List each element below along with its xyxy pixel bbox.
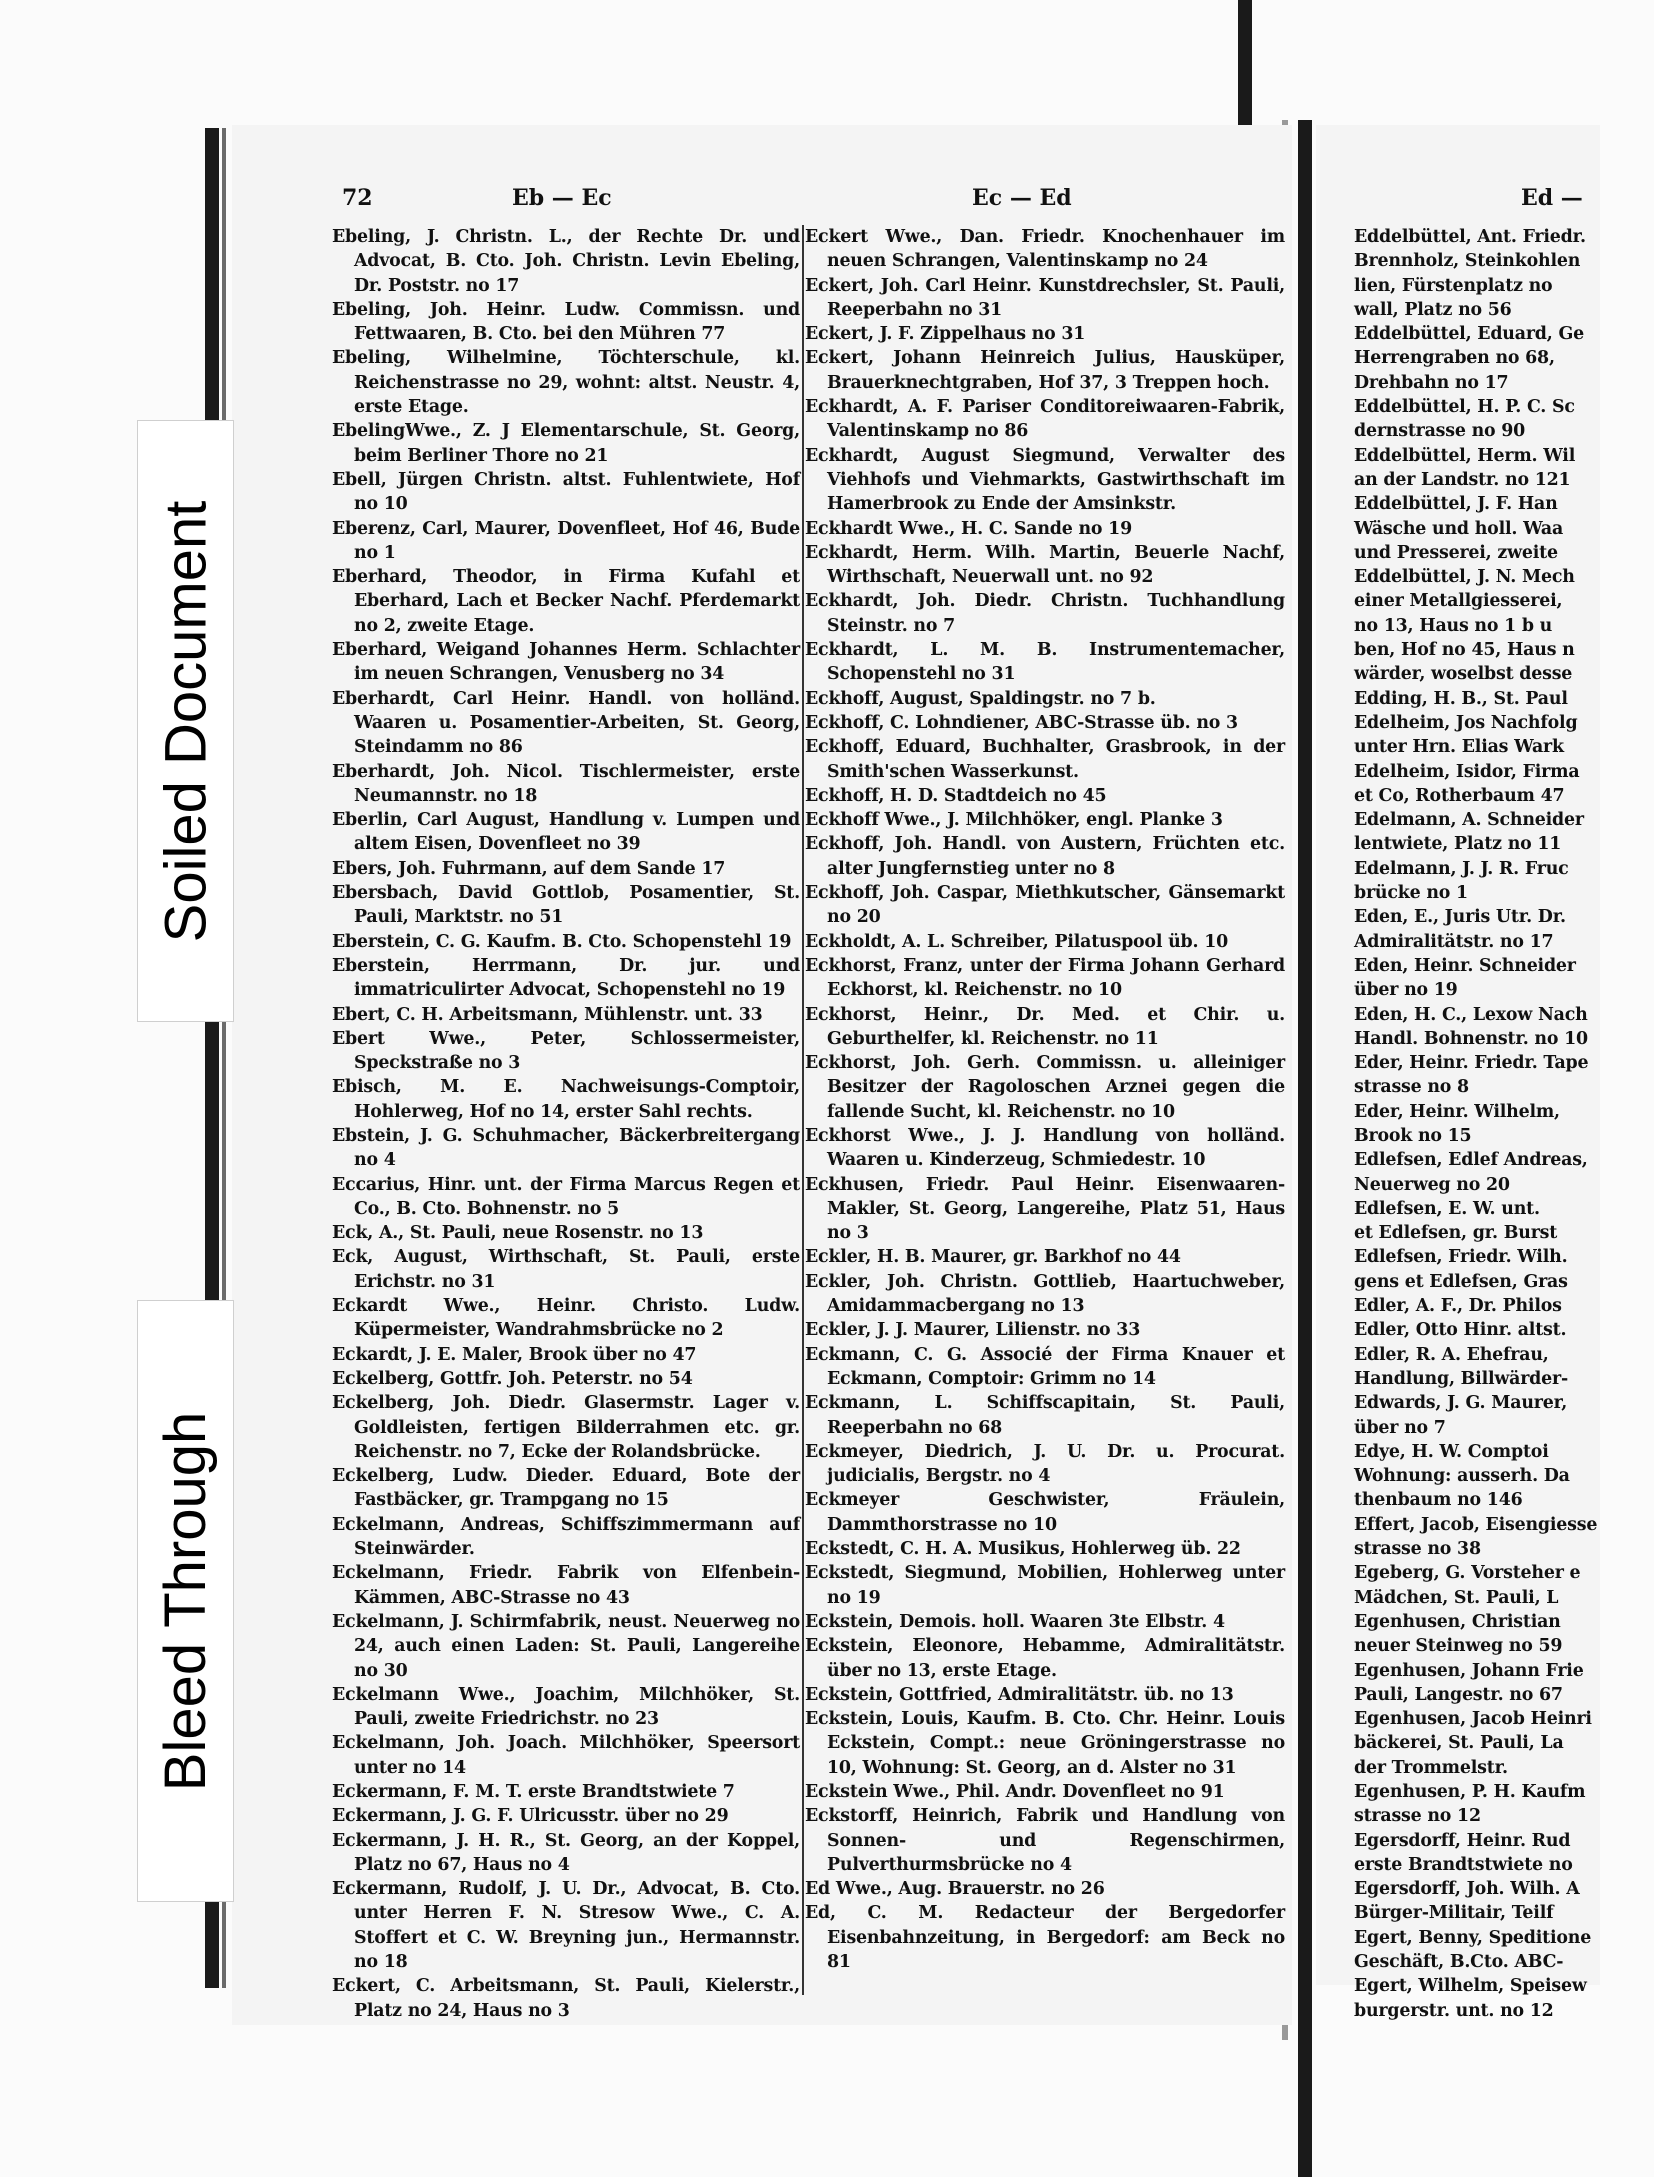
directory-column-right bbox=[805, 225, 1285, 1974]
directory-entry: Eckelmann, Andreas, Schiffszimmermann auf Steinwärder. bbox=[332, 1514, 800, 1560]
directory-entry: und Presserei, zweite bbox=[1354, 542, 1558, 563]
directory-entry: Eckhorst, Joh. Gerh. Commissn. u. alleiniger Besitzer der Ragoloschen Arznei gegen die fallende Sucht, kl. Reichenstr. no 10 bbox=[805, 1053, 1285, 1122]
directory-entry: EbelingWwe., Z. J Elementarschule, St. Georg, beim Berliner Thore no 21 bbox=[332, 421, 800, 466]
directory-entry: wall, Platz no 56 bbox=[1354, 299, 1512, 320]
directory-entry: neuer Steinweg no 59 bbox=[1354, 1636, 1563, 1657]
directory-entry: Egersdorff, Heinr. Rud bbox=[1354, 1830, 1571, 1851]
directory-entry: Edding, H. B., St. Paul bbox=[1354, 688, 1568, 709]
directory-entry: Edelheim, Isidor, Firma bbox=[1354, 761, 1580, 782]
directory-entry: Egert, Wilhelm, Speisew bbox=[1354, 1976, 1587, 1997]
directory-entry: Edye, H. W. Comptoi bbox=[1354, 1441, 1549, 1462]
directory-entry: über no 7 bbox=[1354, 1417, 1446, 1438]
directory-entry: Eckhardt, A. F. Pariser Conditoreiwaaren-Fabrik, Valentinskamp no 86 bbox=[805, 397, 1285, 442]
directory-entry: Eckholdt, A. L. Schreiber, Pilatuspool üb. 10 bbox=[805, 931, 1228, 952]
directory-entry: Eckardt Wwe., Heinr. Christo. Ludw. Küpermeister, Wandrahmsbrücke no 2 bbox=[332, 1296, 800, 1341]
directory-entry: Eckermann, J. H. R., St. Georg, an der Koppel, Platz no 67, Haus no 4 bbox=[332, 1830, 800, 1875]
directory-entry: Egert, Benny, Speditione bbox=[1354, 1927, 1592, 1948]
directory-entry: Eckhorst, Heinr., Dr. Med. et Chir. u. Geburthelfer, kl. Reichenstr. no 11 bbox=[805, 1004, 1285, 1049]
directory-entry: Eckert Wwe., Dan. Friedr. Knochenhauer im neuen Schrangen, Valentinskamp no 24 bbox=[805, 227, 1285, 272]
directory-entry: Eckelmann, J. Schirmfabrik, neust. Neuerweg no 24, auch einen Laden: St. Pauli, Langereihe no 30 bbox=[332, 1611, 800, 1681]
directory-entry: Ebell, Jürgen Christn. altst. Fuhlentwiete, Hof no 10 bbox=[332, 469, 800, 515]
directory-entry: Eckstein Wwe., Phil. Andr. Dovenfleet no 91 bbox=[805, 1782, 1225, 1802]
directory-entry: Effert, Jacob, Eisengiesse bbox=[1354, 1514, 1598, 1535]
directory-entry: Pauli, Langestr. no 67 bbox=[1354, 1684, 1563, 1705]
directory-entry: über no 19 bbox=[1354, 980, 1458, 1001]
directory-entry: Eckhardt, L. M. B. Instrumentemacher, Schopenstehl no 31 bbox=[805, 640, 1285, 685]
directory-entry: Eckler, J. J. Maurer, Lilienstr. no 33 bbox=[805, 1320, 1141, 1341]
directory-column-left bbox=[332, 225, 800, 2023]
directory-entry: Wäsche und holl. Waa bbox=[1354, 518, 1564, 539]
directory-entry: Handl. Bohnenstr. no 10 bbox=[1354, 1028, 1588, 1049]
directory-entry: Edwards, J. G. Maurer, bbox=[1354, 1393, 1568, 1414]
directory-entry: strasse no 8 bbox=[1354, 1077, 1469, 1098]
directory-entry: Eckstorff, Heinrich, Fabrik und Handlung von Sonnen- und Regenschirmen, Pulverthurmsbrücke no 4 bbox=[805, 1806, 1285, 1875]
directory-entry: Eckelberg, Joh. Diedr. Glasermstr. Lager v. Goldleisten, fertigen Bilderrahmen etc. gr. Reichenstr. no 7, Ecke der Rolandsbrücke. bbox=[332, 1393, 800, 1462]
directory-entry: Wohnung: ausserh. Da bbox=[1354, 1466, 1570, 1487]
directory-entry: Eckhoff, C. Lohndiener, ABC-Strasse üb. no 3 bbox=[805, 712, 1238, 733]
running-head-next-page: Ed — bbox=[1521, 185, 1583, 211]
directory-entry: lien, Fürstenplatz no bbox=[1354, 275, 1553, 296]
directory-entry: Eckhoff Wwe., J. Milchhöker, engl. Planke 3 bbox=[805, 810, 1223, 831]
directory-entry: Eckert, Joh. Carl Heinr. Kunstdrechsler, St. Pauli, Reeperbahn no 31 bbox=[805, 275, 1285, 320]
directory-entry: Eckstedt, C. H. A. Musikus, Hohlerweg üb. 22 bbox=[805, 1539, 1241, 1560]
directory-entry: Edlefsen, Edlef Andreas, bbox=[1354, 1150, 1588, 1171]
directory-entry: Edler, R. A. Ehefrau, bbox=[1354, 1344, 1549, 1365]
directory-entry: Egenhusen, Johann Frie bbox=[1354, 1660, 1584, 1681]
directory-entry: Eckelberg, Gottfr. Joh. Peterstr. no 54 bbox=[332, 1368, 693, 1389]
directory-entry: no 13, Haus no 1 b u bbox=[1354, 615, 1553, 636]
running-head-left: Eb — Ec bbox=[512, 185, 612, 211]
directory-entry: Eddelbüttel, H. P. C. Sc bbox=[1354, 397, 1575, 418]
directory-entry: der Trommelstr. bbox=[1354, 1757, 1508, 1778]
directory-column-next-page bbox=[1354, 225, 1654, 2023]
directory-entry: Eckhardt, Herm. Wilh. Martin, Beuerle Nachf, Wirthschaft, Neuerwall unt. no 92 bbox=[805, 542, 1285, 588]
directory-entry: Eberlin, Carl August, Handlung v. Lumpen und altem Eisen, Dovenfleet no 39 bbox=[332, 810, 800, 855]
directory-entry: Eberenz, Carl, Maurer, Dovenfleet, Hof 46, Bude no 1 bbox=[332, 518, 800, 563]
directory-entry: Eckelmann, Joh. Joach. Milchhöker, Speersort unter no 14 bbox=[332, 1733, 800, 1778]
directory-entry: Egenhusen, P. H. Kaufm bbox=[1354, 1782, 1586, 1802]
directory-entry: an der Landstr. no 121 bbox=[1354, 469, 1571, 490]
directory-entry: Eckstedt, Siegmund, Mobilien, Hohlerweg unter no 19 bbox=[805, 1563, 1285, 1608]
directory-entry: Eckmeyer Geschwister, Fräulein, Dammthorstrasse no 10 bbox=[805, 1490, 1285, 1535]
directory-entry: ben, Hof no 45, Haus n bbox=[1354, 640, 1575, 661]
directory-entry: Eddelbüttel, Ant. Friedr. bbox=[1354, 227, 1586, 247]
directory-entry: Eckstein, Louis, Kaufm. B. Cto. Chr. Heinr. Louis Eckstein, Compt.: neue Gröningerstrasse no 10, Wohnung: St. Georg, an d. Alster no 31 bbox=[805, 1709, 1285, 1778]
directory-entry: Neuerweg no 20 bbox=[1354, 1174, 1510, 1195]
directory-entry: Ebert Wwe., Peter, Schlossermeister, Speckstraße no 3 bbox=[332, 1028, 800, 1074]
directory-entry: Eck, August, Wirthschaft, St. Pauli, erste Erichstr. no 31 bbox=[332, 1247, 800, 1292]
directory-entry: Eder, Heinr. Wilhelm, bbox=[1354, 1101, 1560, 1122]
left-page bbox=[232, 125, 1292, 2025]
directory-entry: Ebert, C. H. Arbeitsmann, Mühlenstr. unt. 33 bbox=[332, 1004, 763, 1025]
directory-entry: Drehbahn no 17 bbox=[1354, 372, 1509, 393]
bleed-through-label bbox=[137, 1300, 234, 1902]
directory-entry: Eberstein, C. G. Kaufm. B. Cto. Schopenstehl 19 bbox=[332, 931, 792, 952]
directory-entry: Eckmann, L. Schiffscapitain, St. Pauli, Reeperbahn no 68 bbox=[805, 1393, 1285, 1438]
directory-entry: Eckhorst, Franz, unter der Firma Johann Gerhard Eckhorst, kl. Reichenstr. no 10 bbox=[805, 955, 1285, 1001]
directory-entry: thenbaum no 146 bbox=[1354, 1490, 1523, 1511]
directory-entry: Eckhoff, Joh. Caspar, Miethkutscher, Gänsemarkt no 20 bbox=[805, 883, 1285, 928]
directory-entry: Eckhoff, Joh. Handl. von Austern, Früchten etc. alter Jungfernstieg unter no 8 bbox=[805, 834, 1285, 879]
directory-entry: Ebeling, Joh. Heinr. Ludw. Commissn. und Fettwaaren, B. Cto. bei den Mühren 77 bbox=[332, 299, 800, 345]
directory-entry: Ebersbach, David Gottlob, Posamentier, St. Pauli, Marktstr. no 51 bbox=[332, 883, 800, 928]
directory-entry: Edlefsen, Friedr. Wilh. bbox=[1354, 1247, 1568, 1268]
directory-entry: lentwiete, Platz no 11 bbox=[1354, 834, 1562, 855]
directory-entry: Egenhusen, Christian bbox=[1354, 1611, 1561, 1632]
directory-entry: Eckhoff, Eduard, Buchhalter, Grasbrook, in der Smith'schen Wasserkunst. bbox=[805, 737, 1285, 782]
directory-entry: Egeberg, G. Vorsteher e bbox=[1354, 1563, 1581, 1584]
directory-entry: unter Hrn. Elias Wark bbox=[1354, 737, 1564, 758]
directory-entry: strasse no 12 bbox=[1354, 1806, 1481, 1827]
directory-entry: Eckert, Johann Heinreich Julius, Hausküper, Brauerknechtgraben, Hof 37, 3 Treppen hoch. bbox=[805, 348, 1285, 393]
directory-entry: et Co, Rotherbaum 47 bbox=[1354, 785, 1565, 806]
directory-entry: Eckler, H. B. Maurer, gr. Barkhof no 44 bbox=[805, 1247, 1181, 1268]
directory-entry: gens et Edlefsen, Gras bbox=[1354, 1271, 1568, 1292]
page-edge-top bbox=[1238, 0, 1252, 130]
directory-entry: Eckstein, Eleonore, Hebamme, Admiralitätstr. über no 13, erste Etage. bbox=[805, 1636, 1285, 1681]
directory-entry: Eddelbüttel, J. F. Han bbox=[1354, 494, 1558, 515]
directory-entry: Eden, E., Juris Utr. Dr. bbox=[1354, 907, 1566, 928]
directory-entry: Edler, Otto Hinr. altst. bbox=[1354, 1320, 1567, 1341]
directory-entry: Eberhardt, Joh. Nicol. Tischlermeister, erste Neumannstr. no 18 bbox=[332, 761, 800, 806]
soiled-document-label bbox=[137, 420, 234, 1022]
directory-entry: Eder, Heinr. Friedr. Tape bbox=[1354, 1053, 1589, 1074]
directory-entry: Mädchen, St. Pauli, L bbox=[1354, 1587, 1559, 1608]
directory-entry: Eberhard, Weigand Johannes Herm. Schlachter im neuen Schrangen, Venusberg no 34 bbox=[332, 640, 800, 685]
directory-entry: Eckhusen, Friedr. Paul Heinr. Eisenwaaren-Makler, St. Georg, Langereihe, Platz 51, Haus no 3 bbox=[805, 1174, 1285, 1244]
directory-entry: Eden, H. C., Lexow Nach bbox=[1354, 1004, 1588, 1025]
directory-entry: et Edlefsen, gr. Burst bbox=[1354, 1223, 1558, 1244]
book-spine bbox=[1298, 120, 1312, 2177]
directory-entry: Eddelbüttel, J. N. Mech bbox=[1354, 567, 1575, 588]
directory-entry: Eckermann, F. M. T. erste Brandtstwiete 7 bbox=[332, 1782, 735, 1802]
directory-entry: Eden, Heinr. Schneider bbox=[1354, 955, 1576, 976]
directory-entry: Edler, A. F., Dr. Philos bbox=[1354, 1296, 1562, 1317]
directory-entry: Eckhardt, Joh. Diedr. Christn. Tuchhandlung Steinstr. no 7 bbox=[805, 591, 1285, 636]
directory-entry: Edelmann, J. J. R. Fruc bbox=[1354, 858, 1569, 879]
directory-entry: Eckert, C. Arbeitsmann, St. Pauli, Kielerstr., Platz no 24, Haus no 3 bbox=[332, 1976, 800, 2021]
directory-entry: Eckmann, C. G. Associé der Firma Knauer et Eckmann, Comptoir: Grimm no 14 bbox=[805, 1344, 1285, 1389]
directory-entry: Edlefsen, E. W. unt. bbox=[1354, 1198, 1540, 1219]
directory-entry: bäckerei, St. Pauli, La bbox=[1354, 1733, 1564, 1754]
directory-entry: Eddelbüttel, Herm. Wil bbox=[1354, 445, 1576, 466]
directory-entry: dernstrasse no 90 bbox=[1354, 421, 1526, 442]
directory-entry: Eckardt, J. E. Maler, Brook über no 47 bbox=[332, 1344, 697, 1365]
column-divider bbox=[802, 225, 804, 1995]
directory-entry: Geschäft, B.Cto. ABC- bbox=[1354, 1952, 1564, 1973]
directory-entry: Eckstein, Demois. holl. Waaren 3te Elbstr. 4 bbox=[805, 1611, 1225, 1632]
directory-entry: Eckhoff, August, Spaldingstr. no 7 b. bbox=[805, 688, 1156, 709]
directory-entry: Eckhorst Wwe., J. J. Handlung von holländ. Waaren u. Kinderzeug, Schmiedestr. 10 bbox=[805, 1125, 1285, 1171]
directory-entry: Eckelmann, Friedr. Fabrik von Elfenbein-Kämmen, ABC-Strasse no 43 bbox=[332, 1563, 800, 1608]
directory-entry: Ed, C. M. Redacteur der Bergedorfer Eisenbahnzeitung, in Bergedorf: am Beck no 81 bbox=[805, 1903, 1285, 1973]
directory-entry: Ebeling, J. Christn. L., der Rechte Dr. und Advocat, B. Cto. Joh. Christn. Levin Ebeling, Dr. Poststr. no 17 bbox=[332, 227, 800, 296]
directory-entry: Ebers, Joh. Fuhrmann, auf dem Sande 17 bbox=[332, 858, 726, 879]
directory-entry: Egenhusen, Jacob Heinri bbox=[1354, 1709, 1592, 1730]
directory-entry: burgerstr. unt. no 12 bbox=[1354, 2000, 1554, 2021]
directory-entry: strasse no 38 bbox=[1354, 1539, 1481, 1560]
running-head-right: Ec — Ed bbox=[972, 185, 1072, 211]
directory-entry: Eckler, Joh. Christn. Gottlieb, Haartuchweber, Amidammacbergang no 13 bbox=[805, 1271, 1285, 1317]
directory-entry: Eckstein, Gottfried, Admiralitätstr. üb. no 13 bbox=[805, 1684, 1234, 1705]
bleed-through-text: Bleed Through bbox=[153, 1411, 218, 1791]
directory-entry: Eberhardt, Carl Heinr. Handl. von holländ. Waaren u. Posamentier-Arbeiten, St. Georg, Steindamm no 86 bbox=[332, 688, 800, 758]
directory-entry: Eberstein, Herrmann, Dr. jur. und immatriculirter Advocat, Schopenstehl no 19 bbox=[332, 955, 800, 1001]
directory-entry: Bürger-Militair, Teilf bbox=[1354, 1903, 1554, 1924]
directory-entry: Eckmeyer, Diedrich, J. U. Dr. u. Procurat. judicialis, Bergstr. no 4 bbox=[805, 1441, 1285, 1487]
directory-entry: Egersdorff, Joh. Wilh. A bbox=[1354, 1879, 1580, 1900]
directory-entry: Admiralitätstr. no 17 bbox=[1354, 931, 1554, 952]
directory-entry: Herrengraben no 68, bbox=[1354, 348, 1555, 369]
directory-entry: Brennholz, Steinkohlen bbox=[1354, 251, 1581, 272]
directory-entry: Edelmann, A. Schneider bbox=[1354, 810, 1584, 831]
directory-entry: wärder, woselbst desse bbox=[1354, 664, 1573, 685]
right-page bbox=[1316, 125, 1600, 2021]
directory-entry: Brook no 15 bbox=[1354, 1125, 1472, 1146]
directory-entry: Eckert, J. F. Zippelhaus no 31 bbox=[805, 324, 1086, 345]
directory-entry: Eckelmann Wwe., Joachim, Milchhöker, St. Pauli, zweite Friedrichstr. no 23 bbox=[332, 1684, 800, 1730]
soiled-document-text: Soiled Document bbox=[153, 500, 218, 942]
directory-entry: Ebeling, Wilhelmine, Töchterschule, kl. Reichenstrasse no 29, wohnt: altst. Neustr. 4, erste Etage. bbox=[332, 348, 800, 418]
directory-entry: Handlung, Billwärder- bbox=[1354, 1368, 1568, 1389]
directory-entry: Eckermann, J. G. F. Ulricusstr. über no 29 bbox=[332, 1806, 729, 1827]
page-number: 72 bbox=[342, 185, 373, 211]
directory-entry: Eddelbüttel, Eduard, Ge bbox=[1354, 324, 1584, 345]
directory-entry: brücke no 1 bbox=[1354, 883, 1468, 904]
directory-entry: Edelheim, Jos Nachfolg bbox=[1354, 712, 1578, 733]
directory-entry: Eccarius, Hinr. unt. der Firma Marcus Regen et Co., B. Cto. Bohnenstr. no 5 bbox=[332, 1174, 800, 1219]
directory-entry: erste Brandtstwiete no bbox=[1354, 1854, 1573, 1875]
directory-entry: Eckelberg, Ludw. Dieder. Eduard, Bote der Fastbäcker, gr. Trampgang no 15 bbox=[332, 1466, 800, 1511]
directory-entry: Eckhardt, August Siegmund, Verwalter des Viehhofs und Viehmarkts, Gastwirthschaft im Hamerbrook zu Ende der Amsinkstr. bbox=[805, 445, 1285, 515]
directory-entry: Ebstein, J. G. Schuhmacher, Bäckerbreitergang no 4 bbox=[332, 1125, 800, 1171]
directory-entry: Eberhard, Theodor, in Firma Kufahl et Eberhard, Lach et Becker Nachf. Pferdemarkt no 2, zweite Etage. bbox=[332, 567, 800, 636]
directory-entry: Eckermann, Rudolf, J. U. Dr., Advocat, B. Cto. unter Herren F. N. Stresow Wwe., C. A. Stoffert et C. W. Breyning jun., Hermannstr. no 18 bbox=[332, 1879, 800, 1973]
directory-entry: Eckhardt Wwe., H. C. Sande no 19 bbox=[805, 518, 1132, 539]
directory-entry: Ebisch, M. E. Nachweisungs-Comptoir, Hohlerweg, Hof no 14, erster Sahl rechts. bbox=[332, 1077, 800, 1122]
directory-entry: einer Metallgiesserei, bbox=[1354, 591, 1563, 612]
directory-entry: Ed Wwe., Aug. Brauerstr. no 26 bbox=[805, 1879, 1105, 1900]
directory-entry: Eck, A., St. Pauli, neue Rosenstr. no 13 bbox=[332, 1223, 704, 1244]
directory-entry: Eckhoff, H. D. Stadtdeich no 45 bbox=[805, 785, 1107, 806]
